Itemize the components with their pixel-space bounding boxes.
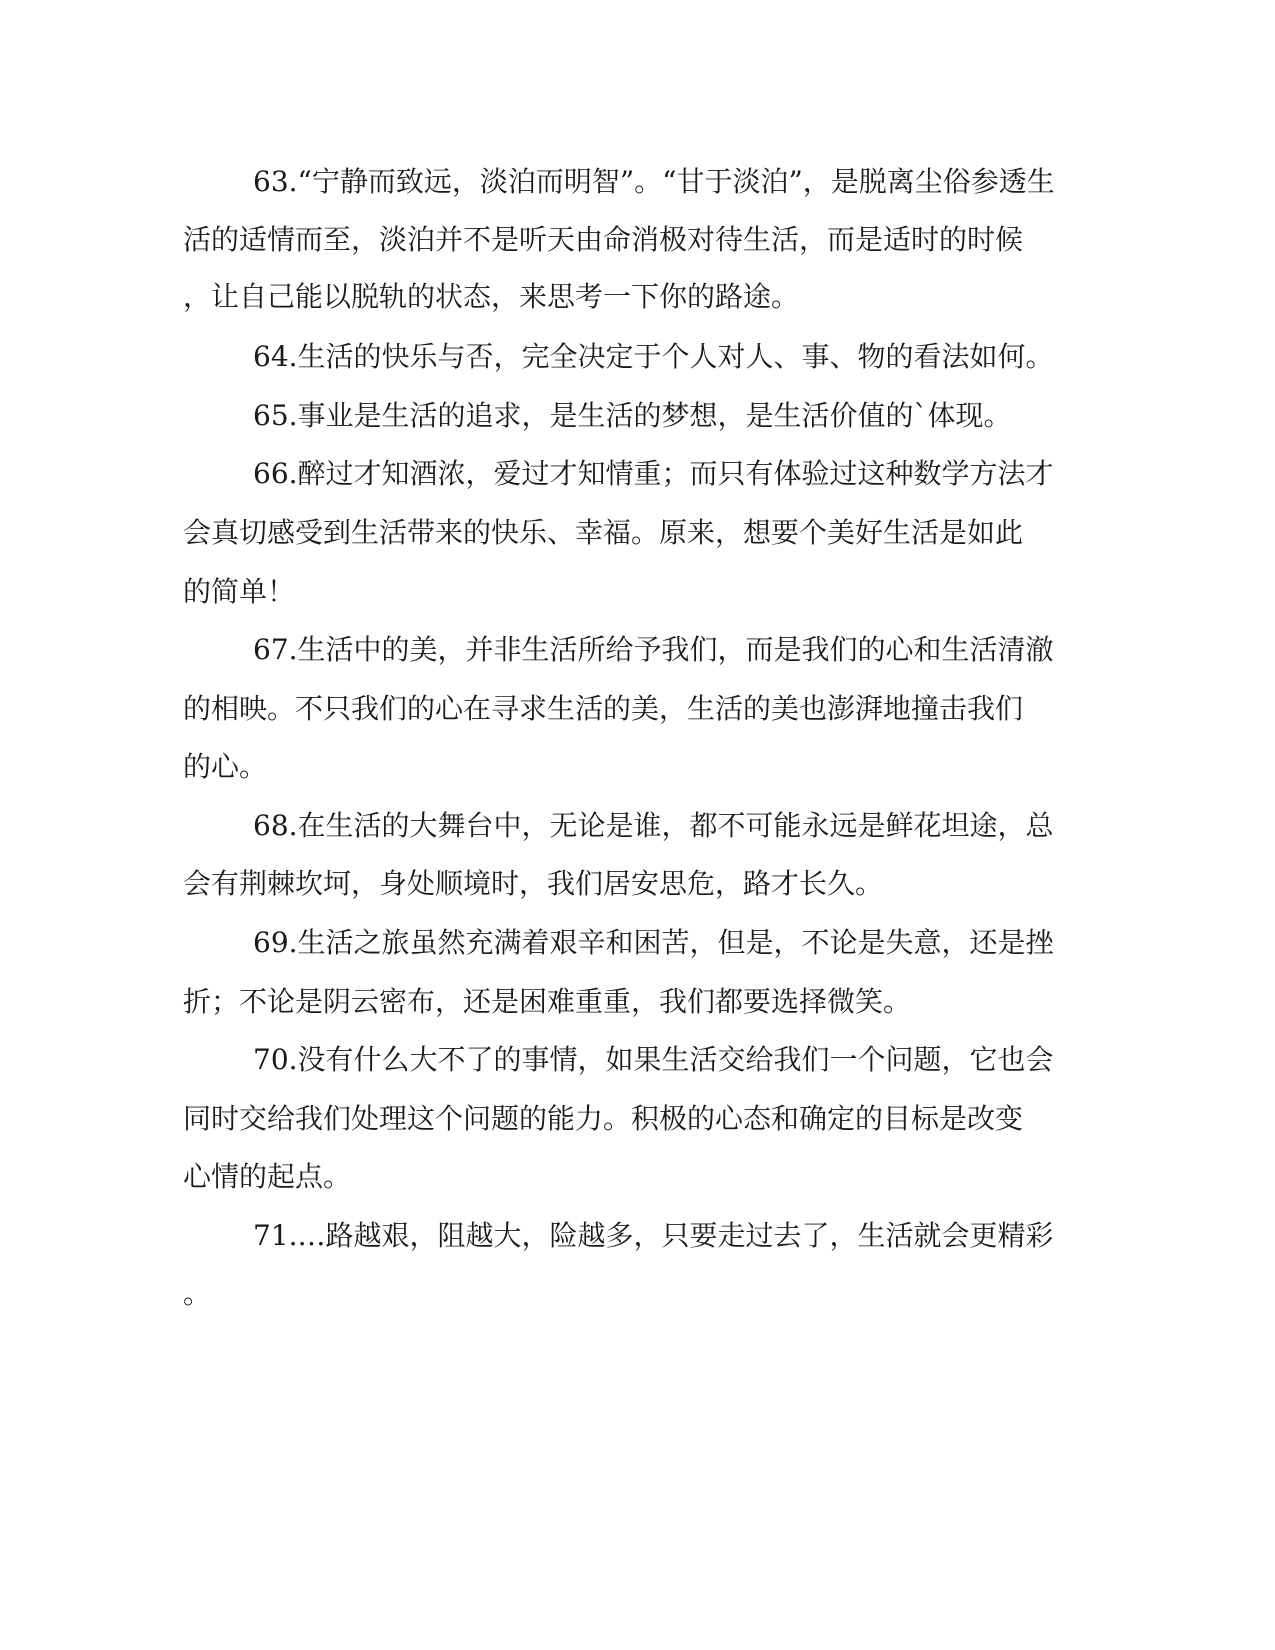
paragraph-67-line-2: 的相映。不只我们的心在寻求生活的美，生活的美也澎湃地撞击我们: [183, 692, 1024, 725]
paragraph-70-line-3: 心情的起点。: [183, 1160, 352, 1193]
paragraph-68-line-1: 68.在生活的大舞台中，无论是谁，都不可能永远是鲜花坦途，总: [253, 809, 1054, 842]
paragraph-69-line-2: 折；不论是阴云密布，还是困难重重，我们都要选择微笑。: [183, 985, 912, 1018]
paragraph-71-line-2: 。: [183, 1277, 212, 1310]
paragraph-65-line-1: 65.事业是生活的追求，是生活的梦想，是生活价值的`体现。: [253, 399, 1012, 432]
paragraph-63-line-1: 63.“宁静而致远，淡泊而明智”。“甘于淡泊”，是脱离尘俗参透生: [253, 165, 1055, 198]
paragraph-66-line-2: 会真切感受到生活带来的快乐、幸福。原来，想要个美好生活是如此: [183, 516, 1024, 549]
paragraph-66-line-1: 66.醉过才知酒浓，爱过才知情重；而只有体验过这种数学方法才: [253, 457, 1054, 490]
paragraph-67-line-1: 67.生活中的美，并非生活所给予我们，而是我们的心和生活清澈: [253, 633, 1054, 666]
paragraph-67-line-3: 的心。: [183, 750, 268, 783]
paragraph-71-line-1: 71.…路越艰，阻越大，险越多，只要走过去了，生活就会更精彩: [253, 1219, 1054, 1252]
paragraph-70-line-1: 70.没有什么大不了的事情，如果生活交给我们一个问题，它也会: [253, 1043, 1054, 1076]
paragraph-63-line-2: 活的适情而至，淡泊并不是听天由命消极对待生活，而是适时的时候: [183, 223, 1024, 256]
paragraph-68-line-2: 会有荆棘坎坷，身处顺境时，我们居安思危，路才长久。: [183, 867, 884, 900]
paragraph-63-line-3: ，让自己能以脱轨的状态，来思考一下你的路途。: [183, 280, 800, 313]
paragraph-64-line-1: 64.生活的快乐与否，完全决定于个人对人、事、物的看法如何。: [253, 340, 1054, 373]
paragraph-70-line-2: 同时交给我们处理这个问题的能力。积极的心态和确定的目标是改变: [183, 1102, 1024, 1135]
paragraph-69-line-1: 69.生活之旅虽然充满着艰辛和困苦，但是，不论是失意，还是挫: [253, 926, 1054, 959]
paragraph-66-line-3: 的简单！: [183, 575, 296, 608]
